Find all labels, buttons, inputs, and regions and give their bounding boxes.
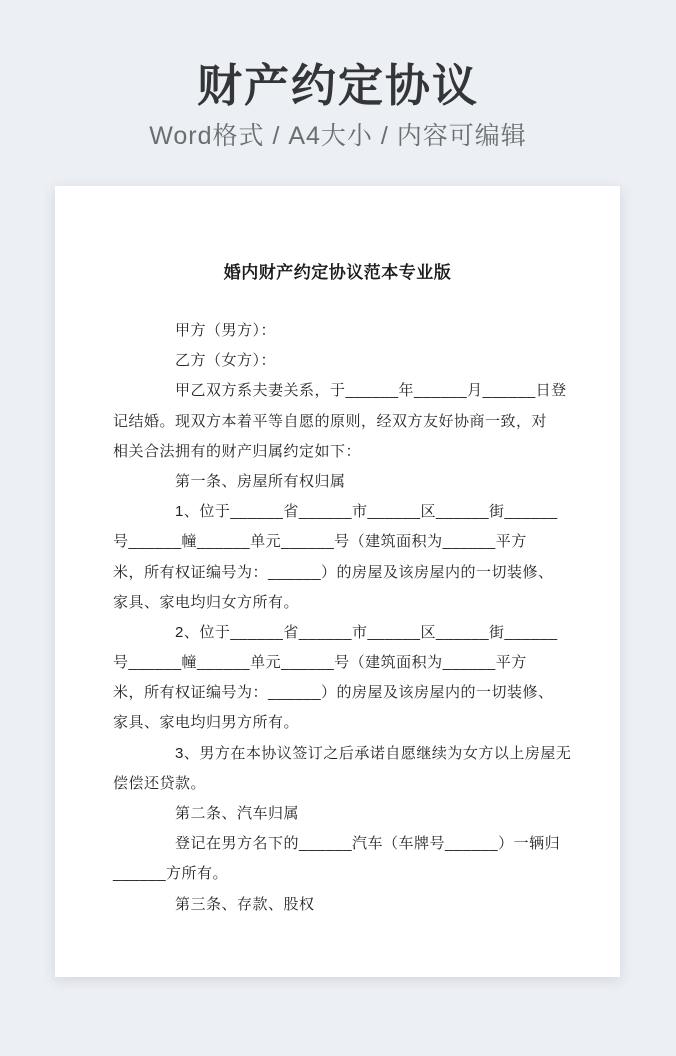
document-page [55,186,620,977]
document-line: 1、位于______省______市______区______街______ [175,503,558,521]
document-line: 第一条、房屋所有权归属 [175,472,346,490]
document-line: 记结婚。现双方本着平等自愿的原则，经双方友好协商一致，对 [113,412,548,430]
document-line: 家具、家电均归女方所有。 [113,593,300,611]
document-body [55,316,620,920]
document-line: 号______幢______单元______号（建筑面积为______平方 [113,533,527,551]
header [0,0,676,149]
document-line: 登记在男方名下的______汽车（车牌号______）一辆归 [175,835,561,853]
document-line: 相关合法拥有的财产归属约定如下： [113,442,362,460]
document-line: 米，所有权证编号为：______）的房屋及该房屋内的一切装修、 [113,684,554,702]
document-line: 第三条、存款、股权 [175,895,315,913]
document-line: 第二条、汽车归属 [175,805,300,822]
page-subtitle: Word格式 / A4大小 / 内容可编辑 [149,122,527,150]
document-line: 2、位于______省______市______区______街______ [175,623,558,641]
document-line: 家具、家电均归男方所有。 [113,714,300,732]
document-line: ______方所有。 [113,865,229,883]
page-title: 财产约定协议 [196,60,479,111]
document-line: 甲方（男方）： [175,322,277,339]
document-title: 婚内财产约定协议范本专业版 [223,263,452,282]
document-line: 甲乙双方系夫妻关系，于______年______月______日登 [175,382,567,400]
document-line: 3、男方在本协议签订之后承诺自愿继续为女方以上房屋无 [175,744,572,762]
document-line: 米，所有权证编号为：______）的房屋及该房屋内的一切装修、 [113,563,554,581]
document-line: 乙方（女方）： [175,352,277,370]
document-line: 号______幢______单元______号（建筑面积为______平方 [113,654,527,672]
document-line: 偿偿还贷款。 [113,774,207,792]
